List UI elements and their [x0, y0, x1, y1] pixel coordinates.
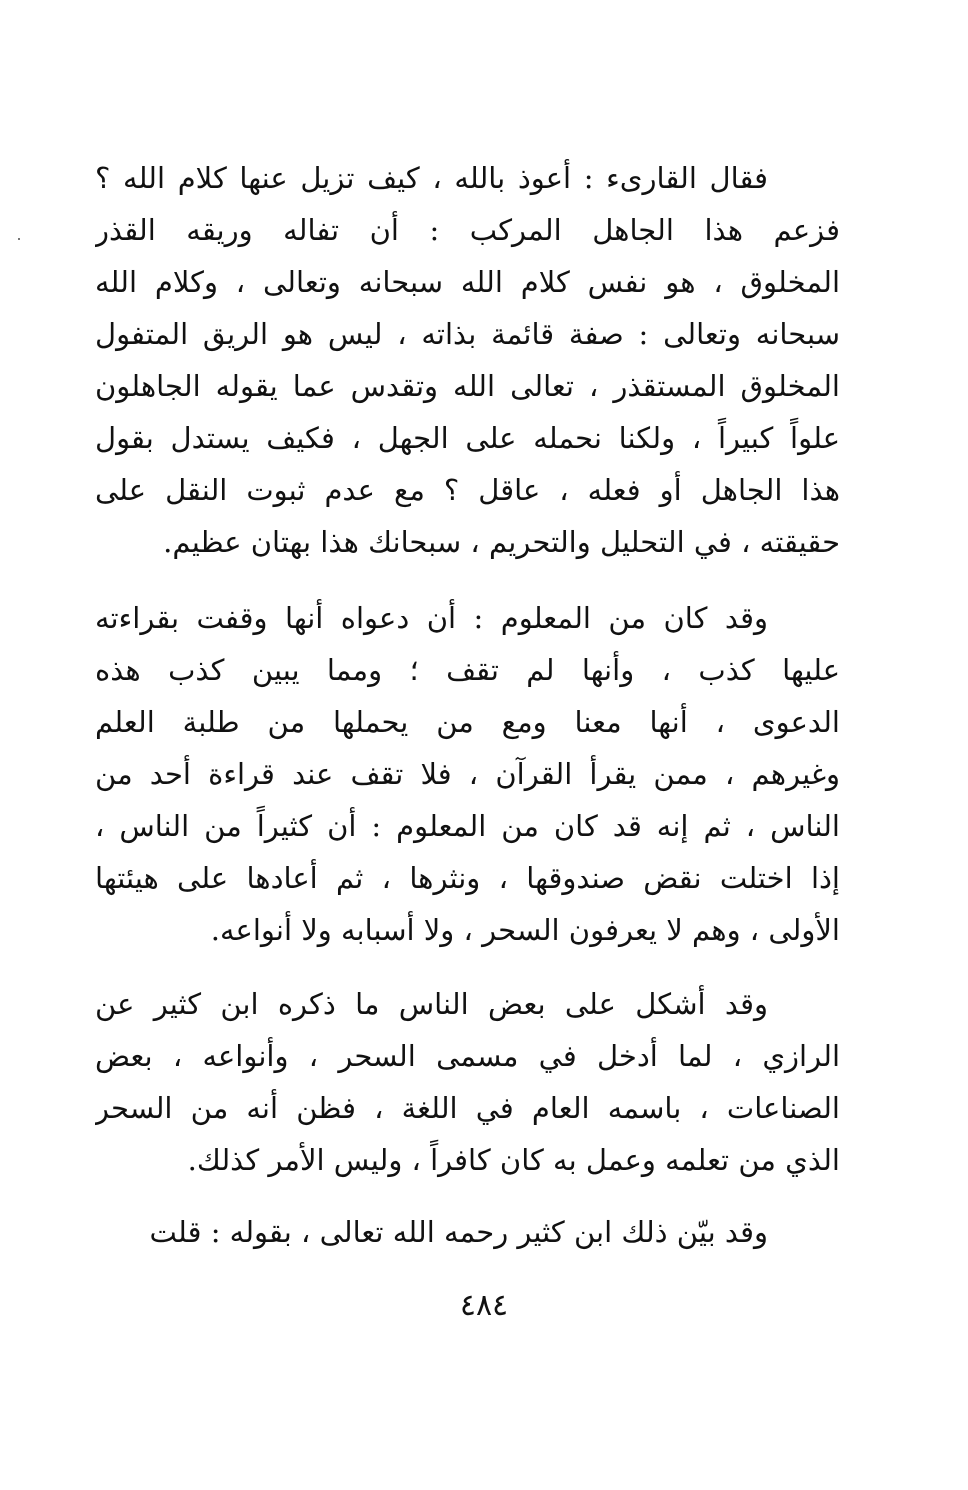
paragraph-2 [95, 592, 840, 956]
text-line: المخلوق المستقذر ، تعالى الله وتقدس عما يقوله الجاهلون [95, 369, 840, 403]
text-line: سبحانه وتعالى : صفة قائمة بذاته ، ليس هو الريق المتفول [95, 317, 840, 351]
text-line: الرازي ، لما أدخل في مسمى السحر ، وأنواعه ، بعض [95, 1039, 840, 1073]
text-line: عليها كذب ، وأنها لم تقف ؛ ومما يبين كذب هذه [95, 653, 840, 687]
text-line: وقد أشكل على بعض الناس ما ذكره ابن كثير عن [95, 987, 768, 1021]
page-number: ٤٨٤ [459, 1288, 509, 1323]
paragraph-1 [95, 152, 840, 568]
text-line: الناس ، ثم إنه قد كان من المعلوم : أن كثيراً من الناس ، [95, 809, 840, 843]
text-line: فقال القارىء : أعوذ بالله ، كيف تزيل عنها كلام الله ؟ [95, 161, 768, 195]
text-line: الأولى ، وهم لا يعرفون السحر ، ولا أسبابه ولا أنواعه. [210, 913, 840, 947]
text-line: وقد كان من المعلوم : أن دعواه أنها وقفت بقراءته [95, 601, 768, 635]
text-line: حقيقته ، في التحليل والتحريم ، سبحانك هذا بهتان عظيم. [163, 525, 840, 559]
paragraph-3 [95, 978, 840, 1186]
text-line: إذا اختلت نقض صندوقها ، ونثرها ، ثم أعادها على هيئتها [95, 861, 840, 895]
paragraph-4 [95, 1206, 840, 1258]
text-line: فزعم هذا الجاهل المركب : أن تفاله وريقه القذر [95, 213, 840, 247]
text-line: المخلوق ، هو نفس كلام الله سبحانه وتعالى ، وكلام الله [95, 265, 840, 299]
text-line: هذا الجاهل أو فعله ، عاقل ؟ مع عدم ثبوت النقل على [95, 473, 840, 507]
text-line: وغيرهم ، ممن يقرأ القرآن ، فلا تقف عند قراءة أحد من [95, 757, 840, 791]
text-line: الصناعات ، باسمه العام في اللغة ، فظن أنه من السحر [95, 1091, 840, 1125]
text-line: الذي من تعلمه وعمل به كان كافراً ، وليس الأمر كذلك. [187, 1143, 840, 1177]
text-line: الدعوى ، أنها معنا ومع من يحملها من طلبة العلم [95, 705, 840, 739]
text-line: علواً كبيراً ، ولكنا نحمله على الجهل ، فكيف يستدل بقول [95, 421, 840, 455]
text-line: وقد بيّن ذلك ابن كثير رحمه الله تعالى ، بقوله : قلت [149, 1215, 768, 1249]
margin-mark [18, 238, 20, 240]
